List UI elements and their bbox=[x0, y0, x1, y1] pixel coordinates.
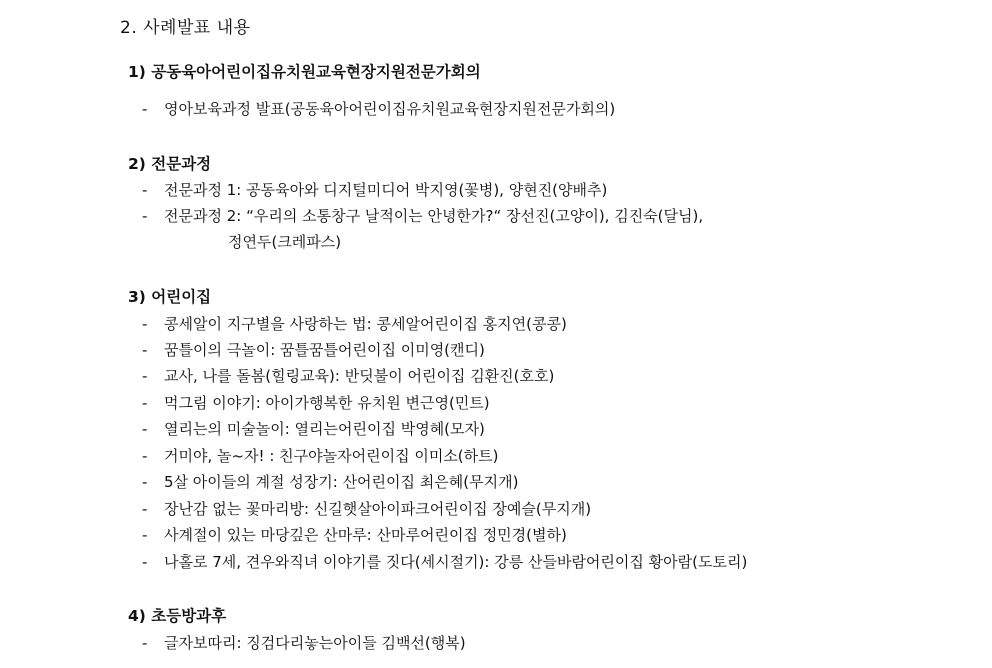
subsection-title-3: 3) 어린이집 bbox=[128, 288, 212, 306]
list-dash: - bbox=[142, 207, 148, 225]
list-item bbox=[142, 550, 747, 574]
list-item bbox=[142, 204, 703, 228]
list-dash: - bbox=[142, 394, 148, 412]
list-item bbox=[142, 444, 499, 468]
subsection-title-1: 1) 공동육아어린이집유치원교육현장지원전문가회의 bbox=[128, 63, 481, 81]
list-dash: - bbox=[142, 100, 148, 118]
list-dash: - bbox=[142, 367, 148, 385]
list-item-text: 사계절이 있는 마당깊은 산마루: 산마루어린이집 정민경(별하) bbox=[164, 526, 567, 544]
list-item-text: 글자보따리: 징검다리놓는아이들 김백선(행복) bbox=[164, 634, 466, 652]
list-item bbox=[142, 631, 466, 655]
list-item bbox=[142, 391, 490, 415]
subsection-title-2: 2) 전문과정 bbox=[128, 155, 212, 173]
list-item-text: 5살 아이들의 계절 성장기: 산어린이집 최은혜(무지개) bbox=[164, 473, 519, 491]
subsection-title-4: 4) 초등방과후 bbox=[128, 607, 227, 625]
list-item bbox=[142, 312, 567, 336]
list-dash: - bbox=[142, 181, 148, 199]
list-item-text: 먹그림 이야기: 아이가행복한 유치원 변근영(민트) bbox=[164, 394, 490, 412]
list-item-text: 교사, 나를 돌봄(힐링교육): 반딧불이 어린이집 김환진(호호) bbox=[164, 367, 555, 385]
list-dash: - bbox=[142, 447, 148, 465]
list-item-text: 열리는의 미술놀이: 열리는어린이집 박영혜(모자) bbox=[164, 420, 485, 438]
list-dash: - bbox=[142, 526, 148, 544]
list-item bbox=[142, 178, 607, 202]
list-item-text: 꿈틀이의 극놀이: 꿈틀꿈틀어린이집 이미영(캔디) bbox=[164, 341, 485, 359]
list-dash: - bbox=[142, 420, 148, 438]
list-item bbox=[142, 523, 567, 547]
list-item-text: 거미야, 놀~자! : 친구야놀자어린이집 이미소(하트) bbox=[164, 447, 499, 465]
list-dash: - bbox=[142, 500, 148, 518]
list-dash: - bbox=[142, 315, 148, 333]
list-dash: - bbox=[142, 473, 148, 491]
list-item-text: 전문과정 2: “우리의 소통창구 날적이는 안녕한가?“ 장선진(고양이), 김진숙(달님), bbox=[164, 207, 704, 225]
list-dash: - bbox=[142, 634, 148, 652]
list-item-text: 전문과정 1: 공동육아와 디지털미디어 박지영(꽃병), 양현진(양배추) bbox=[164, 181, 608, 199]
list-item-continuation: 정연두(크레파스) bbox=[228, 233, 342, 251]
list-item bbox=[142, 364, 554, 388]
list-dash: - bbox=[142, 341, 148, 359]
list-item bbox=[142, 417, 485, 441]
list-item-text: 콩세알이 지구별을 사랑하는 법: 콩세알어린이집 홍지연(콩콩) bbox=[164, 315, 567, 333]
list-dash: - bbox=[142, 553, 148, 571]
list-item bbox=[142, 97, 615, 121]
list-item-text: 장난감 없는 꽃마리방: 신길햇살아이파크어린이집 장예슬(무지개) bbox=[164, 500, 592, 518]
list-item bbox=[142, 338, 485, 362]
list-item bbox=[142, 470, 518, 494]
list-item-text: 영아보육과정 발표(공동육아어린이집유치원교육현장지원전문가회의) bbox=[164, 100, 616, 118]
list-item-text: 나홀로 7세, 견우와직녀 이야기를 짓다(세시절기): 강릉 산들바람어린이집 황아람(도토리) bbox=[164, 553, 748, 571]
section-heading: 2. 사례발표 내용 bbox=[120, 18, 251, 38]
list-item bbox=[142, 497, 591, 521]
